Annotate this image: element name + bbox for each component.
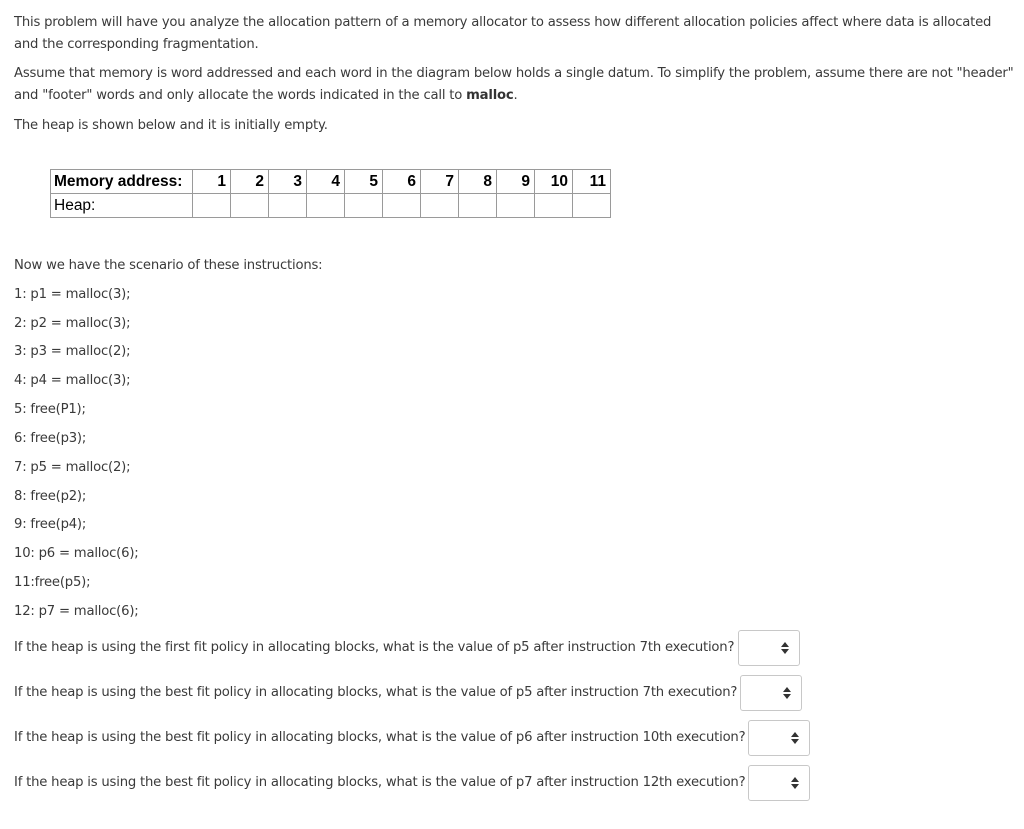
address-cell: 8 <box>459 170 497 194</box>
instruction-line: 8: free(p2); <box>14 489 87 504</box>
instruction-line: 2: p2 = malloc(3); <box>14 316 131 331</box>
scenario-intro: Now we have the scenario of these instructions: <box>14 258 323 273</box>
up-down-arrow-icon <box>783 687 791 699</box>
address-cell: 5 <box>345 170 383 194</box>
address-cell: 7 <box>421 170 459 194</box>
instruction-line: 6: free(p3); <box>14 431 87 446</box>
address-cell: 11 <box>573 170 611 194</box>
instruction-line: 11:free(p5); <box>14 575 91 590</box>
intro-paragraph-2 <box>14 63 1014 107</box>
intro-paragraph-2-end: . <box>513 88 518 103</box>
instruction-line: 10: p6 = malloc(6); <box>14 546 139 561</box>
heap-cell <box>193 194 231 218</box>
heap-label: Heap: <box>51 194 193 218</box>
heap-cell <box>535 194 573 218</box>
address-cell: 1 <box>193 170 231 194</box>
address-cell: 2 <box>231 170 269 194</box>
intro-paragraph-2-text: Assume that memory is word addressed and each word in the diagram below holds a single datum. To simplify the problem, assume there are not "header" and "footer" words and only allocate the words indicated in the call to <box>14 66 1014 103</box>
memory-address-row <box>51 170 611 194</box>
address-cell: 4 <box>307 170 345 194</box>
question-1-select[interactable] <box>738 630 800 666</box>
heap-cell <box>459 194 497 218</box>
instruction-line: 9: free(p4); <box>14 517 87 532</box>
instruction-line: 12: p7 = malloc(6); <box>14 604 139 619</box>
heap-row <box>51 194 611 218</box>
question-1-text: If the heap is using the first fit policy in allocating blocks, what is the value of p5 after instruction 7th execution? <box>14 640 735 655</box>
question-2-select[interactable] <box>740 675 802 711</box>
address-cell: 9 <box>497 170 535 194</box>
heap-cell <box>421 194 459 218</box>
question-2-text: If the heap is using the best fit policy in allocating blocks, what is the value of p5 after instruction 7th execution? <box>14 685 738 700</box>
up-down-arrow-icon <box>791 732 799 744</box>
heap-cell <box>383 194 421 218</box>
up-down-arrow-icon <box>791 777 799 789</box>
heap-cell <box>231 194 269 218</box>
heap-cell <box>307 194 345 218</box>
intro-paragraph-3: The heap is shown below and it is initially empty. <box>14 118 328 133</box>
instruction-line: 7: p5 = malloc(2); <box>14 460 131 475</box>
intro-paragraph-1: This problem will have you analyze the allocation pattern of a memory allocator to assess how different allocation policies affect where data is allocated and the corresponding fragmentation. <box>14 15 992 52</box>
heap-cell <box>573 194 611 218</box>
question-3-select[interactable] <box>748 720 810 756</box>
instruction-line: 3: p3 = malloc(2); <box>14 344 131 359</box>
question-4-select[interactable] <box>748 765 810 801</box>
question-4-text: If the heap is using the best fit policy in allocating blocks, what is the value of p7 after instruction 12th execution? <box>14 775 746 790</box>
address-cell: 3 <box>269 170 307 194</box>
up-down-arrow-icon <box>781 642 789 654</box>
address-cell: 6 <box>383 170 421 194</box>
instruction-line: 1: p1 = malloc(3); <box>14 287 131 302</box>
heap-cell <box>497 194 535 218</box>
instruction-line: 4: p4 = malloc(3); <box>14 373 131 388</box>
instruction-line: 5: free(P1); <box>14 402 86 417</box>
malloc-keyword: malloc <box>466 88 514 103</box>
heap-cell <box>345 194 383 218</box>
heap-cell <box>269 194 307 218</box>
memory-table <box>50 169 611 218</box>
question-3-text: If the heap is using the best fit policy in allocating blocks, what is the value of p6 after instruction 10th execution? <box>14 730 746 745</box>
memory-address-label: Memory address: <box>51 170 193 194</box>
address-cell: 10 <box>535 170 573 194</box>
